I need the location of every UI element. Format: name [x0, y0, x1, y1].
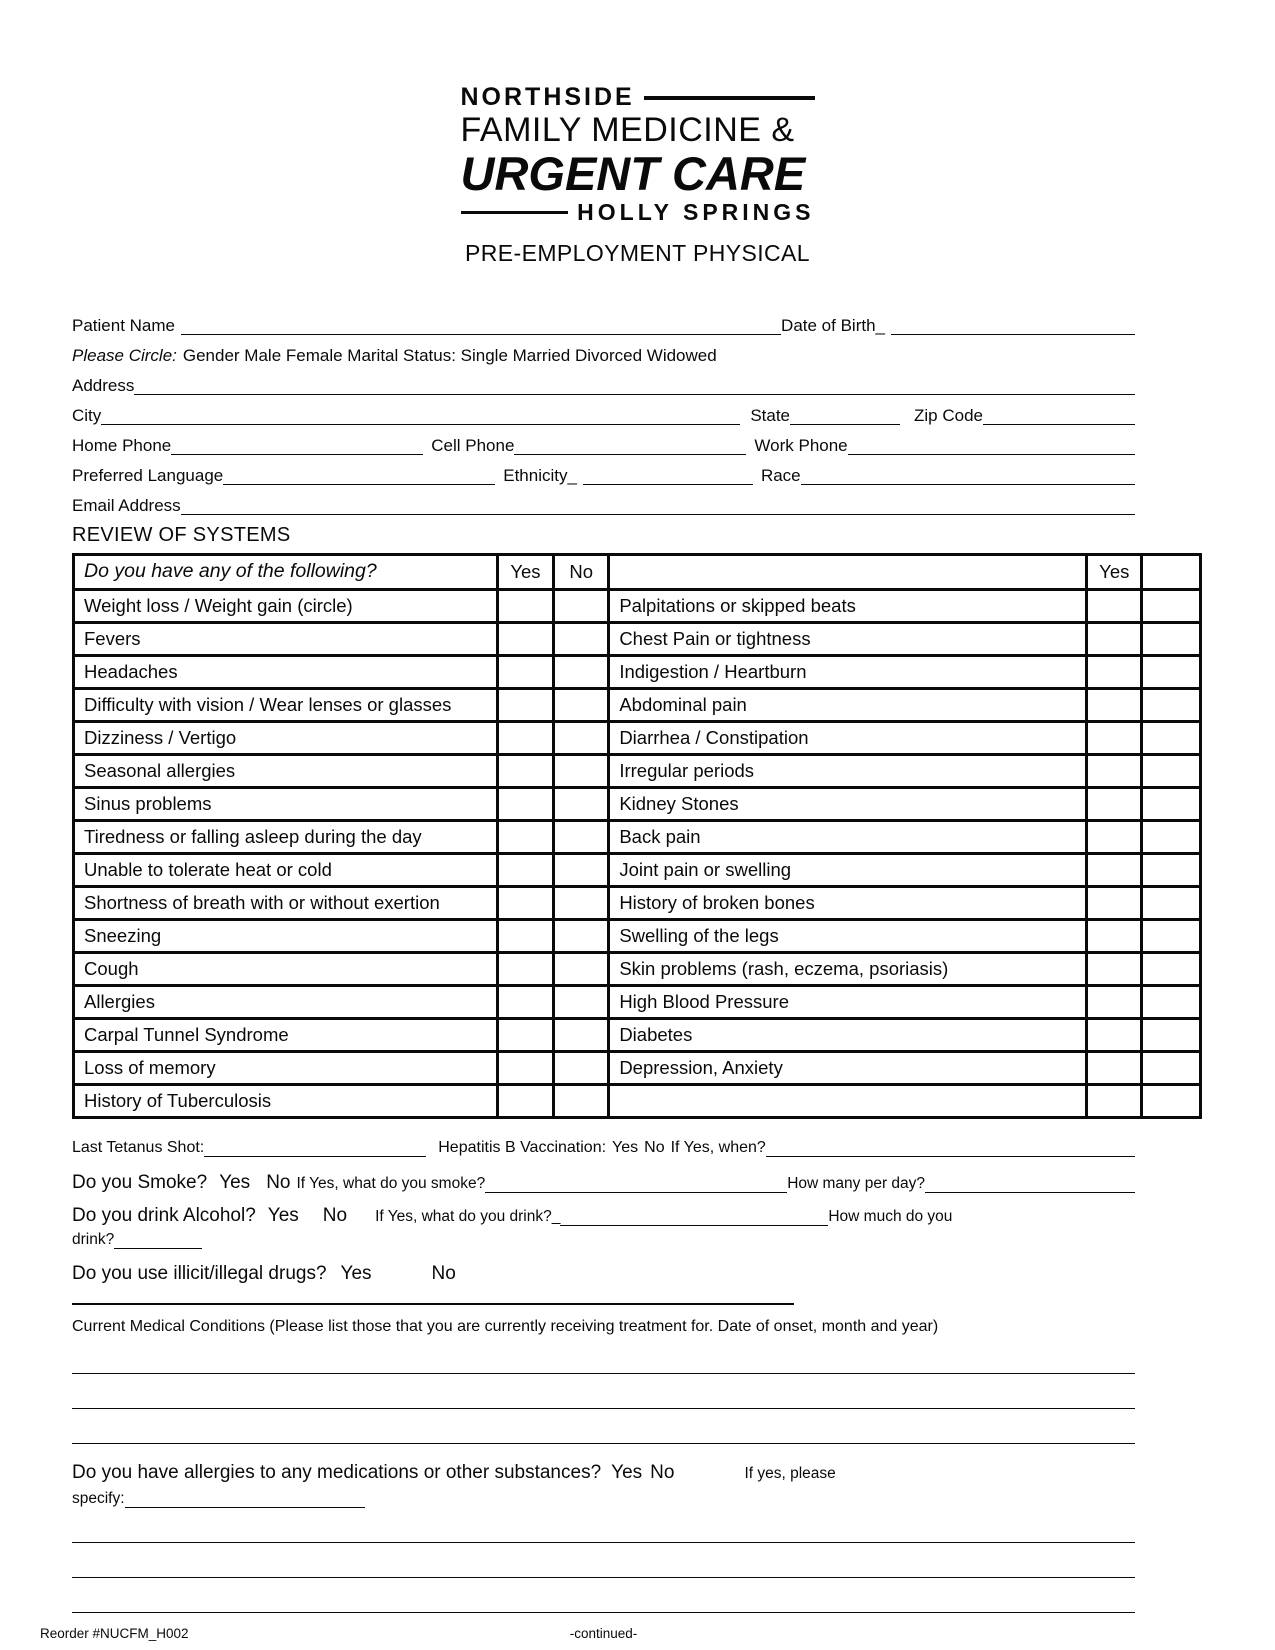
clinic-logo: [461, 85, 815, 224]
allergy-row: [72, 1456, 1135, 1483]
logo-northside-text: NORTHSIDE: [460, 83, 635, 111]
ethnicity-field[interactable]: [583, 482, 753, 485]
smoke-row: [72, 1166, 1135, 1193]
ros-symptom-left: Loss of memory: [74, 1051, 498, 1084]
dob-field[interactable]: [891, 332, 1135, 335]
smoke-what-label: If Yes, what do you smoke?: [296, 1175, 486, 1193]
ros-check-left-no[interactable]: [554, 787, 609, 820]
ros-symptom-right: Skin problems (rash, eczema, psoriasis): [609, 952, 1087, 985]
ros-check-right-yes[interactable]: [1087, 622, 1142, 655]
preferred-language-label: Preferred Language: [72, 465, 224, 485]
ros-symptom-left: Allergies: [74, 985, 498, 1018]
ros-check-right-no[interactable]: [1142, 886, 1201, 919]
ros-check-right-yes[interactable]: [1087, 1051, 1142, 1084]
ros-check-left-no[interactable]: [554, 688, 609, 721]
ros-symptom-left: Difficulty with vision / Wear lenses or glasses: [74, 688, 498, 721]
ros-row: [74, 985, 1201, 1018]
ros-symptom-left: Carpal Tunnel Syndrome: [74, 1018, 498, 1051]
ros-symptom-right: History of broken bones: [609, 886, 1087, 919]
state-field[interactable]: [790, 422, 900, 425]
ros-symptom-left: Fevers: [74, 622, 498, 655]
ros-check-right-no[interactable]: [1142, 1084, 1201, 1117]
alcohol-how-much-field[interactable]: [114, 1246, 202, 1249]
hepatitis-when-field[interactable]: [766, 1154, 1135, 1157]
gender-marital-options[interactable]: Gender Male Female Marital Status: Single Married Divorced Widowed: [182, 345, 717, 365]
drugs-yes-option[interactable]: Yes: [340, 1262, 372, 1284]
ros-check-left-no[interactable]: [554, 754, 609, 787]
ros-check-right-yes[interactable]: [1087, 985, 1142, 1018]
ros-check-right-yes[interactable]: [1087, 589, 1142, 622]
ros-check-right-no[interactable]: [1142, 1018, 1201, 1051]
ros-check-right-no[interactable]: [1142, 622, 1201, 655]
ros-check-left-yes[interactable]: [497, 787, 553, 820]
ros-header-no-left: No: [554, 554, 609, 589]
ros-check-right-yes[interactable]: [1087, 820, 1142, 853]
race-label: Race: [760, 465, 801, 485]
cell-phone-field[interactable]: [514, 452, 746, 455]
ros-header-yes-left: Yes: [497, 554, 553, 589]
drugs-detail-line[interactable]: [72, 1303, 794, 1305]
ros-symptom-left: Weight loss / Weight gain (circle): [74, 589, 498, 622]
alcohol-row: [72, 1199, 1135, 1226]
ros-check-left-yes[interactable]: [497, 622, 553, 655]
allergy-specify-field[interactable]: [125, 1505, 365, 1508]
ros-symptom-left: Shortness of breath with or without exertion: [74, 886, 498, 919]
city-field[interactable]: [101, 422, 740, 425]
ros-check-left-yes[interactable]: [497, 754, 553, 787]
hepatitis-no-option[interactable]: No: [644, 1138, 665, 1156]
ros-header-spacer: [609, 554, 1087, 589]
ros-table: [72, 553, 1202, 1119]
logo-holly-springs-text: HOLLY SPRINGS: [577, 198, 815, 225]
ros-row: [74, 754, 1201, 787]
ros-check-right-yes[interactable]: [1087, 655, 1142, 688]
ros-row: [74, 1084, 1201, 1117]
ros-check-left-no[interactable]: [554, 1051, 609, 1084]
drugs-no-option[interactable]: No: [431, 1262, 456, 1284]
ros-check-left-yes[interactable]: [497, 1018, 553, 1051]
patient-name-field[interactable]: [181, 332, 781, 335]
ros-header-row: [74, 554, 1201, 589]
patient-info-section: [72, 305, 1135, 515]
notes-line-3[interactable]: [72, 1578, 1135, 1613]
work-phone-label: Work Phone: [754, 435, 848, 455]
ros-check-left-no[interactable]: [554, 1084, 609, 1117]
ros-row: [74, 655, 1201, 688]
home-phone-field[interactable]: [171, 452, 423, 455]
home-phone-label: Home Phone: [72, 435, 172, 455]
conditions-line-3[interactable]: [72, 1409, 1135, 1444]
state-label: State: [750, 405, 791, 425]
notes-line-1[interactable]: [72, 1508, 1135, 1543]
ros-check-left-yes[interactable]: [497, 1084, 553, 1117]
email-row: [72, 485, 1135, 515]
logo-location-row: [461, 198, 815, 225]
ros-check-right-yes[interactable]: [1087, 688, 1142, 721]
ros-check-right-yes[interactable]: [1087, 721, 1142, 754]
tetanus-field[interactable]: [204, 1154, 426, 1157]
ros-check-right-yes[interactable]: [1087, 853, 1142, 886]
ros-check-right-no[interactable]: [1142, 820, 1201, 853]
ros-symptom-right: Chest Pain or tightness: [609, 622, 1087, 655]
ros-row: [74, 721, 1201, 754]
hepatitis-yes-option[interactable]: Yes: [612, 1138, 639, 1156]
allergy-if-yes-label: If yes, please: [744, 1465, 836, 1483]
ros-check-right-no[interactable]: [1142, 853, 1201, 886]
ros-check-right-yes[interactable]: [1087, 1018, 1142, 1051]
ros-symptom-left: Cough: [74, 952, 498, 985]
ros-header-empty: [1142, 554, 1201, 589]
tetanus-label: Last Tetanus Shot:: [72, 1138, 205, 1156]
ros-symptom-left: Sneezing: [74, 919, 498, 952]
ros-check-right-no[interactable]: [1142, 655, 1201, 688]
ros-check-left-yes[interactable]: [497, 919, 553, 952]
smoke-per-day-label: How many per day?: [787, 1175, 926, 1193]
conditions-label: Current Medical Conditions (Please list those that you are currently receiving treatment for. Date of onset, month and year): [72, 1317, 939, 1335]
ros-check-right-no[interactable]: [1142, 721, 1201, 754]
ros-check-left-yes[interactable]: [497, 886, 553, 919]
ros-check-left-no[interactable]: [554, 985, 609, 1018]
email-label: Email Address: [72, 495, 181, 515]
preferred-language-field[interactable]: [223, 482, 495, 485]
ros-symptom-left: Seasonal allergies: [74, 754, 498, 787]
ros-symptom-right: Diabetes: [609, 1018, 1087, 1051]
conditions-line-2[interactable]: [72, 1374, 1135, 1409]
drugs-row: [72, 1257, 1135, 1284]
ros-row: [74, 688, 1201, 721]
ros-symptom-left: Tiredness or falling asleep during the day: [74, 820, 498, 853]
ros-header-question: Do you have any of the following?: [74, 554, 498, 589]
please-circle-row: [72, 335, 1135, 365]
allergy-yes-option[interactable]: Yes: [611, 1461, 643, 1483]
work-phone-field[interactable]: [848, 452, 1135, 455]
ros-check-right-yes[interactable]: [1087, 754, 1142, 787]
continued-label: -continued-: [569, 1626, 638, 1641]
ros-check-right-yes[interactable]: [1087, 787, 1142, 820]
ros-check-right-yes[interactable]: [1087, 919, 1142, 952]
ros-check-left-no[interactable]: [554, 820, 609, 853]
ros-check-right-no[interactable]: [1142, 985, 1201, 1018]
smoke-what-field[interactable]: [485, 1190, 787, 1193]
ros-check-left-no[interactable]: [554, 721, 609, 754]
alcohol-drink-cont-label: drink?: [72, 1231, 115, 1249]
ros-check-left-no[interactable]: [554, 622, 609, 655]
city-label: City: [72, 405, 102, 425]
please-circle-label: Please Circle:: [72, 345, 177, 365]
ros-check-left-no[interactable]: [554, 1018, 609, 1051]
drugs-question: Do you use illicit/illegal drugs?: [72, 1262, 327, 1284]
alcohol-how-much-label: How much do you: [828, 1208, 953, 1226]
ros-symptom-right: Indigestion / Heartburn: [609, 655, 1087, 688]
ros-check-left-no[interactable]: [554, 589, 609, 622]
allergy-specify-row: [72, 1483, 1135, 1508]
phones-row: [72, 425, 1135, 455]
ros-check-left-yes[interactable]: [497, 853, 553, 886]
zip-field[interactable]: [983, 422, 1135, 425]
reorder-number: Reorder #NUCFM_H002: [40, 1626, 189, 1641]
notes-line-2[interactable]: [72, 1543, 1135, 1578]
ros-check-right-yes[interactable]: [1087, 952, 1142, 985]
ros-symptom-left: History of Tuberculosis: [74, 1084, 498, 1117]
logo-urgent-care-text: URGENT CARE: [460, 146, 806, 200]
ros-check-left-yes[interactable]: [497, 985, 553, 1018]
ros-check-right-yes[interactable]: [1087, 1084, 1142, 1117]
hepatitis-when-label: If Yes, when?: [670, 1138, 766, 1156]
ros-row: [74, 1018, 1201, 1051]
ros-row: [74, 919, 1201, 952]
ros-check-left-no[interactable]: [554, 952, 609, 985]
conditions-line-1[interactable]: [72, 1339, 1135, 1374]
ros-check-right-no[interactable]: [1142, 754, 1201, 787]
city-state-zip-row: [72, 395, 1135, 425]
ros-heading: REVIEW OF SYSTEMS: [72, 523, 291, 546]
ros-check-left-no[interactable]: [554, 886, 609, 919]
ros-check-right-no[interactable]: [1142, 1051, 1201, 1084]
alcohol-yes-option[interactable]: Yes: [267, 1204, 299, 1226]
cell-phone-label: Cell Phone: [431, 435, 515, 455]
email-field[interactable]: [181, 512, 1135, 515]
ros-check-left-no[interactable]: [554, 853, 609, 886]
ros-symptom-right: High Blood Pressure: [609, 985, 1087, 1018]
address-field[interactable]: [134, 392, 1135, 395]
ros-check-right-yes[interactable]: [1087, 886, 1142, 919]
ros-check-left-yes[interactable]: [497, 952, 553, 985]
patient-name-row: [72, 305, 1135, 335]
ros-symptom-right: Joint pain or swelling: [609, 853, 1087, 886]
zip-label: Zip Code: [914, 405, 983, 425]
ros-check-right-no[interactable]: [1142, 688, 1201, 721]
smoke-yes-option[interactable]: Yes: [219, 1171, 251, 1193]
ros-check-left-no[interactable]: [554, 655, 609, 688]
ros-symptom-right: [609, 1084, 1087, 1117]
ros-row: [74, 1051, 1201, 1084]
ros-symptom-right: Diarrhea / Constipation: [609, 721, 1087, 754]
ros-header-yes-right: Yes: [1087, 554, 1142, 589]
logo-rule-left: [461, 211, 569, 214]
hepatitis-label: Hepatitis B Vaccination:: [438, 1138, 607, 1156]
alcohol-drink-cont-row: [72, 1226, 1135, 1249]
ros-check-left-yes[interactable]: [497, 688, 553, 721]
ros-row: [74, 820, 1201, 853]
alcohol-no-option[interactable]: No: [322, 1204, 348, 1226]
smoke-per-day-field[interactable]: [925, 1190, 1135, 1193]
smoke-question: Do you Smoke?: [72, 1171, 208, 1193]
ros-check-left-yes[interactable]: [497, 1051, 553, 1084]
ros-symptom-right: Depression, Anxiety: [609, 1051, 1087, 1084]
ros-row: [74, 589, 1201, 622]
allergy-specify-label: specify:: [72, 1490, 125, 1508]
ros-symptom-right: Irregular periods: [609, 754, 1087, 787]
logo-family-medicine-text: FAMILY MEDICINE &: [460, 111, 795, 149]
ros-check-left-yes[interactable]: [497, 589, 553, 622]
ros-symptom-left: Dizziness / Vertigo: [74, 721, 498, 754]
ros-check-right-no[interactable]: [1142, 952, 1201, 985]
ros-row: [74, 787, 1201, 820]
allergy-no-option[interactable]: No: [650, 1461, 675, 1483]
ros-symptom-right: Kidney Stones: [609, 787, 1087, 820]
ros-row: [74, 622, 1201, 655]
alcohol-question: Do you drink Alcohol?: [72, 1204, 256, 1226]
race-field[interactable]: [801, 482, 1135, 485]
logo-rule-right: [644, 96, 815, 100]
ros-check-left-yes[interactable]: [497, 655, 553, 688]
alcohol-what-label: If Yes, what do you drink?_: [375, 1208, 561, 1226]
ros-check-right-no[interactable]: [1142, 787, 1201, 820]
alcohol-what-field[interactable]: [560, 1223, 828, 1226]
ethnicity-label: Ethnicity_: [503, 465, 577, 485]
tetanus-hepatitis-row: [72, 1134, 1135, 1157]
ros-symptom-left: Headaches: [74, 655, 498, 688]
dob-label: Date of Birth_: [781, 315, 885, 335]
patient-name-label: Patient Name: [72, 315, 175, 335]
ros-symptom-right: Abdominal pain: [609, 688, 1087, 721]
ros-row: [74, 886, 1201, 919]
ros-symptom-left: Unable to tolerate heat or cold: [74, 853, 498, 886]
form-title: PRE-EMPLOYMENT PHYSICAL: [465, 239, 810, 266]
language-ethnicity-race-row: [72, 455, 1135, 485]
logo-top-row: [461, 85, 815, 110]
address-row: [72, 365, 1135, 395]
ros-symptom-right: Palpitations or skipped beats: [609, 589, 1087, 622]
ros-symptom-right: Swelling of the legs: [609, 919, 1087, 952]
ros-check-right-no[interactable]: [1142, 589, 1201, 622]
ros-check-left-yes[interactable]: [497, 820, 553, 853]
allergy-question: Do you have allergies to any medications or other substances?: [72, 1461, 602, 1483]
address-label: Address: [72, 375, 135, 395]
ros-check-right-no[interactable]: [1142, 919, 1201, 952]
ros-symptom-right: Back pain: [609, 820, 1087, 853]
ros-check-left-no[interactable]: [554, 919, 609, 952]
ros-row: [74, 853, 1201, 886]
ros-row: [74, 952, 1201, 985]
smoke-no-option[interactable]: No: [266, 1171, 291, 1193]
ros-symptom-left: Sinus problems: [74, 787, 498, 820]
ros-check-left-yes[interactable]: [497, 721, 553, 754]
